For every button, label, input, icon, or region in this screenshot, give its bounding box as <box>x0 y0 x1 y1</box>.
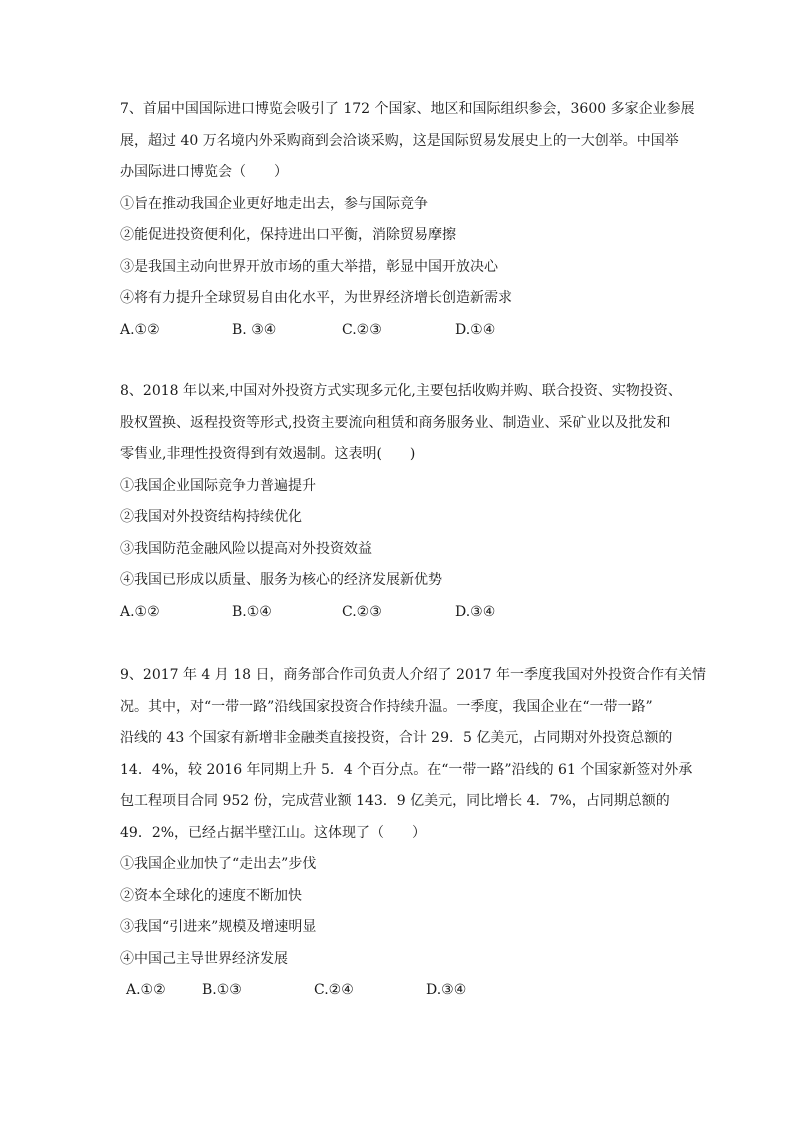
statement-option-4: ④将有力提升全球贸易自由化水平，为世界经济增长创造新需求 <box>120 290 512 306</box>
question-stem-line: 49．2%，已经占据半壁江山。这体现了（ ） <box>120 824 427 841</box>
statement-option-4: ④中国己主导世界经济发展 <box>120 950 288 967</box>
choice-a: A.①② <box>120 603 160 620</box>
question-stem-line: 股权置换、返程投资等形式,投资主要流向租赁和商务服务业、制造业、采矿业以及批发和 <box>120 414 671 431</box>
question-stem-line: 办国际进口博览会（ ） <box>120 164 288 180</box>
choice-d: D.③④ <box>455 603 496 620</box>
question-stem-line: 14．4%，较 2016 年同期上升 5．4 个百分点。在“一带一路”沿线的 61 个国家新签对外承 <box>120 761 693 778</box>
statement-option-4: ④我国已形成以质量、服务为核心的经济发展新优势 <box>120 572 442 588</box>
statement-option-3: ③是我国主动向世界开放市场的重大举措，彰显中国开放决心 <box>120 258 498 275</box>
question-stem-line: 沿线的 43 个国家有新增非金融类直接投资，合计 29．5 亿美元，占同期对外投资总额的 <box>120 730 673 746</box>
question-9 <box>120 660 707 1007</box>
question-stem-line: 8、2018 年以来,中国对外投资方式实现多元化,主要包括收购并购、联合投资、实物投资、 <box>120 383 682 399</box>
statement-option-2: ②我国对外投资结构持续优化 <box>120 509 302 525</box>
question-stem-line: 零售业,非理性投资得到有效遏制。这表明( ) <box>120 446 416 462</box>
question-stem-line: 展，超过 40 万名境内外采购商到会洽谈采购，这是国际贸易发展史上的一大创举。中国举 <box>120 132 679 149</box>
question-stem-line: 9、2017 年 4 月 18 日，商务部合作司负责人介绍了 2017 年一季度我国对外投资合作有关情 <box>120 667 707 683</box>
answer-choices <box>120 315 680 347</box>
question-8 <box>120 376 680 628</box>
statement-option-3: ③我国“引进来”规模及增速明显 <box>120 919 317 935</box>
choice-d: D.①④ <box>455 321 496 338</box>
choice-b: B. ③④ <box>232 321 277 338</box>
statement-option-3: ③我国防范金融风险以提高对外投资效益 <box>120 540 372 557</box>
question-stem-line: 况。其中，对“一带一路”沿线国家投资合作持续升温。一季度，我国企业在“一带一路” <box>120 698 653 715</box>
question-stem-line: 7、首届中国国际进口博览会吸引了 172 个国家、地区和国际组织参会，3600 多家企业参展 <box>120 101 695 117</box>
choice-c: C.②③ <box>342 321 382 338</box>
answer-choices <box>120 975 680 1007</box>
choice-c: C.②③ <box>342 603 382 620</box>
choice-a: A.①② <box>120 321 160 338</box>
choice-c: C.②④ <box>314 982 354 998</box>
statement-option-2: ②能促进投资便利化，保持进出口平衡，消除贸易摩擦 <box>120 227 456 243</box>
choice-b: B.①③ <box>202 982 242 998</box>
answer-choices <box>120 597 680 629</box>
choice-a: A.①② <box>126 982 166 998</box>
statement-option-1: ①旨在推动我国企业更好地走出去，参与国际竞争 <box>120 195 428 212</box>
question-stem-line: 包工程项目合同 952 份，完成营业额 143．9 亿美元，同比增长 4．7%，占同期总额的 <box>120 793 670 809</box>
statement-option-1: ①我国企业加快了“走出去”步伐 <box>120 856 317 872</box>
question-7 <box>120 94 695 346</box>
choice-b: B.①④ <box>232 603 272 620</box>
statement-option-2: ②资本全球化的速度不断加快 <box>120 887 302 904</box>
statement-option-1: ①我国企业国际竞争力普遍提升 <box>120 477 316 494</box>
choice-d: D.③④ <box>426 982 467 998</box>
